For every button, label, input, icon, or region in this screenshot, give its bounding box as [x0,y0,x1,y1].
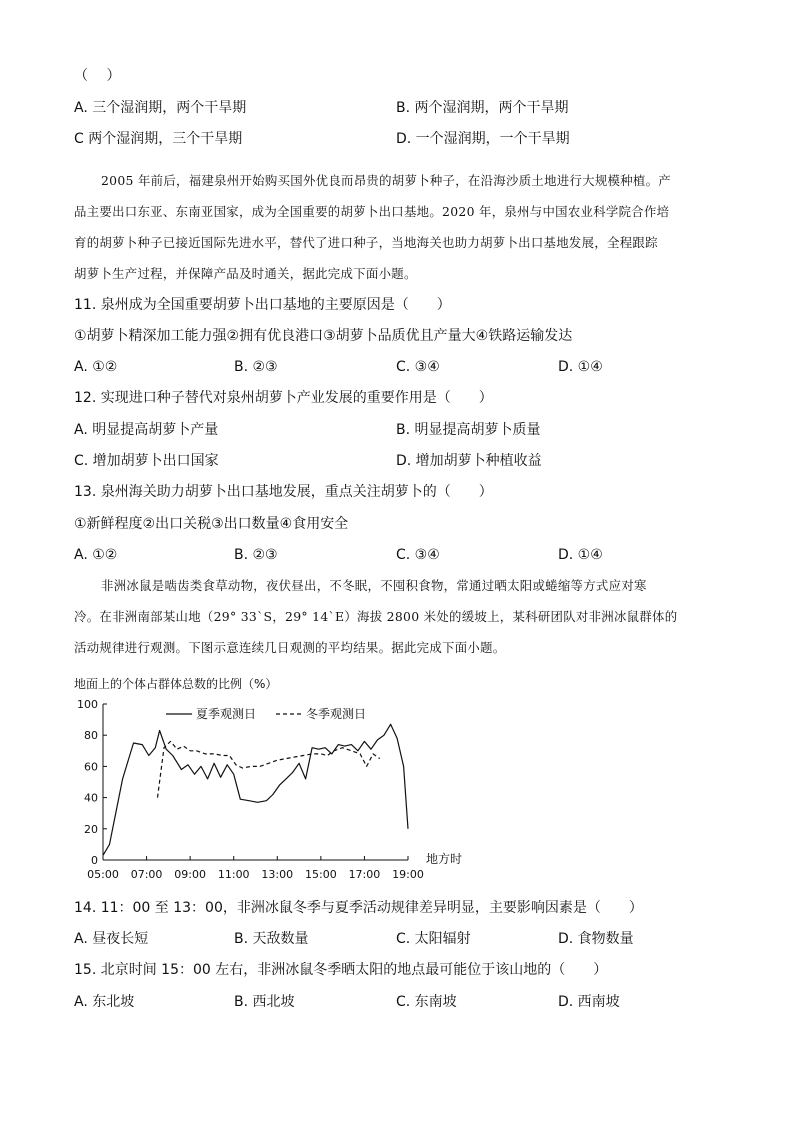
q13-option-c: C. ③④ [396,547,440,563]
q13-option-a: A. ①② [74,547,118,563]
x-tick-label: 13:00 [261,868,294,881]
q11-option-b: B. ②③ [234,359,278,375]
x-tick-label: 11:00 [217,868,250,881]
q15-option-c: C. 东南坡 [396,994,457,1010]
y-tick-label: 40 [84,791,98,805]
passage2-line-2: 冷。在非洲南部某山地（29° 33`S，29° 14`E）海拔 2800 米处的缓坡上，某科研团队对非洲冰鼠群体的 [74,609,678,624]
q10-answer-bracket: （ ） [74,68,121,84]
legend-winter-label: 冬季观测日 [306,707,367,721]
chart-xlabel: 地方时 [426,852,463,866]
passage1-line-1: 2005 年前后，福建泉州开始购买国外优良而昂贵的胡萝卜种子，在沿海沙质土地进行大规模种植。产 [101,173,671,188]
q12-stem: 12. 实现进口种子替代对泉州胡萝卜产业发展的重要作用是（ ） [74,390,493,406]
chart-ylabel: 地面上的个体占群体总数的比例（%） [74,677,278,691]
q10-option-d: D. 一个湿润期，一个干旱期 [396,131,570,147]
y-tick-label: 20 [84,822,98,836]
y-tick-label: 80 [84,729,98,743]
q11-items: ①胡萝卜精深加工能力强②拥有优良港口③胡萝卜品质优且产量大④铁路运输发达 [74,328,573,344]
y-tick-label: 60 [84,760,98,774]
activity-line-chart [66,674,486,886]
q11-option-c: C. ③④ [396,359,440,375]
q12-option-a: A. 明显提高胡萝卜产量 [74,422,219,438]
q13-option-d: D. ①④ [558,547,603,563]
x-tick-label: 19:00 [392,868,424,881]
q14-option-a: A. 昼夜长短 [74,931,149,947]
q13-option-b: B. ②③ [234,547,278,563]
q14-stem: 14. 11：00 至 13：00，非洲冰鼠冬季与夏季活动规律差异明显，主要影响因素是（ ） [74,900,643,916]
passage1-line-2: 品主要出口东亚、东南亚国家，成为全国重要的胡萝卜出口基地。2020 年，泉州与中国农业科学院合作培 [74,204,670,219]
x-tick-label: 09:00 [174,868,206,881]
chart-series [103,724,408,855]
q12-option-c: C. 增加胡萝卜出口国家 [74,453,219,469]
q11-option-d: D. ①④ [558,359,603,375]
x-tick-label: 07:00 [130,868,163,881]
passage2-line-3: 活动规律进行观测。下图示意连续几日观测的平均结果。据此完成下面小题。 [74,640,506,655]
chart-axes [103,704,408,860]
q15-option-a: A. 东北坡 [74,994,135,1010]
x-tick-label: 17:00 [348,868,381,881]
y-tick-label: 0 [91,854,98,867]
q12-option-b: B. 明显提高胡萝卜质量 [396,422,541,438]
q12-option-d: D. 增加胡萝卜种植收益 [396,453,542,469]
q10-option-b: B. 两个湿润期，两个干旱期 [396,100,569,116]
passage1-line-4: 胡萝卜生产过程，并保障产品及时通关，据此完成下面小题。 [74,266,417,281]
legend-summer-label: 夏季观测日 [196,707,257,721]
x-tick-label: 05:00 [87,868,119,881]
passage1-line-3: 育的胡萝卜种子已接近国际先进水平，替代了进口种子，当地海关也助力胡萝卜出口基地发展，全程跟踪 [74,235,658,250]
passage2-line-1: 非洲冰鼠是啮齿类食草动物，夜伏昼出，不冬眠，不囤积食物，常通过晒太阳或蜷缩等方式应对寒 [101,578,647,593]
q13-items: ①新鲜程度②出口关税③出口数量④食用安全 [74,516,349,532]
q13-stem: 13. 泉州海关助力胡萝卜出口基地发展，重点关注胡萝卜的（ ） [74,484,493,500]
q14-option-d: D. 食物数量 [558,931,634,947]
x-tick-label: 15:00 [305,868,337,881]
series-summer-line [103,724,408,855]
q10-option-a: A. 三个湿润期，两个干旱期 [74,100,247,116]
q14-option-c: C. 太阳辐射 [396,931,471,947]
q15-stem: 15. 北京时间 15：00 左右，非洲冰鼠冬季晒太阳的地点最可能位于该山地的（ ） [74,962,608,978]
q11-option-a: A. ①② [74,359,118,375]
q14-option-b: B. 天敌数量 [234,931,309,947]
q11-stem: 11. 泉州成为全国重要胡萝卜出口基地的主要原因是（ ） [74,297,451,313]
y-tick-label: 100 [77,698,98,711]
q15-option-d: D. 西南坡 [558,994,620,1010]
chart-legend [166,706,366,721]
q15-option-b: B. 西北坡 [234,994,295,1010]
q10-option-c: C 两个湿润期，三个干旱期 [74,131,243,147]
